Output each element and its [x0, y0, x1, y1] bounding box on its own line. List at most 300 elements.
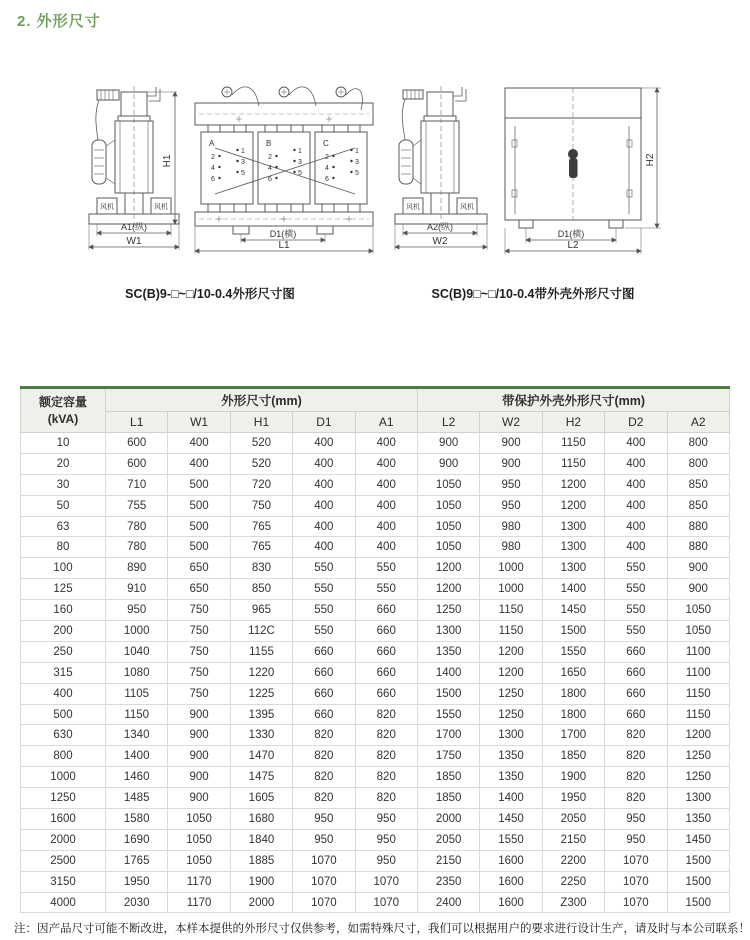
dimension-cell: 900: [168, 725, 230, 746]
dimension-cell: 660: [355, 621, 417, 642]
capacity-cell: 2500: [21, 850, 106, 871]
dimension-cell: 980: [480, 516, 542, 537]
terminal-5: 5: [298, 170, 302, 177]
transformer-body: [421, 121, 459, 193]
dimension-cell: 950: [355, 809, 417, 830]
dimension-cell: 1550: [417, 704, 479, 725]
dimension-cell: 550: [355, 579, 417, 600]
capacity-cell: 10: [21, 433, 106, 454]
dimension-cell: 1550: [480, 829, 542, 850]
dimension-cell: 400: [605, 495, 667, 516]
dimension-cell: 710: [106, 474, 168, 495]
figure-caption-open: SC(B)9-□~□/10-0.4外形尺寸图: [125, 287, 295, 301]
terminal-5: 5: [241, 170, 245, 177]
dimension-cell: 1300: [480, 725, 542, 746]
dimension-cell: 1350: [667, 809, 729, 830]
dimension-cell: 400: [293, 516, 355, 537]
dimension-cell: 950: [293, 809, 355, 830]
dimension-cell: 950: [605, 809, 667, 830]
header-capacity-line2: (kVA): [47, 411, 79, 426]
dimension-cell: 950: [480, 474, 542, 495]
dimension-cell: 1950: [542, 788, 604, 809]
dimension-cell: 2400: [417, 892, 479, 913]
dimension-cell: 600: [106, 453, 168, 474]
figure-enclosure-front-view: [499, 80, 675, 258]
dimension-cell: 1150: [667, 683, 729, 704]
table-row: [21, 767, 730, 788]
table-row: [21, 850, 730, 871]
dimension-cell: 550: [605, 600, 667, 621]
dimension-cell: 900: [168, 788, 230, 809]
phase-label-a: A: [209, 139, 215, 148]
dimension-cell: 112C: [230, 621, 292, 642]
dimension-cell: 1400: [417, 662, 479, 683]
dimension-cell: 500: [168, 495, 230, 516]
dimension-cell: 1460: [106, 767, 168, 788]
dimension-cell: 900: [168, 767, 230, 788]
dimension-cell: 400: [168, 453, 230, 474]
dimension-cell: 1250: [417, 600, 479, 621]
dim-label-a1: A1(纵): [120, 222, 148, 232]
dimension-cell: 820: [355, 704, 417, 725]
header-col-h2: H2: [542, 412, 604, 433]
dimension-cell: 850: [667, 495, 729, 516]
dimension-cell: 1800: [542, 683, 604, 704]
dimension-cell: 1170: [168, 892, 230, 913]
dim-label-h2: H2: [645, 153, 656, 167]
dimension-cell: 1080: [106, 662, 168, 683]
dimension-cell: 950: [355, 850, 417, 871]
terminal-6: 6: [325, 176, 329, 183]
dimension-cell: 910: [106, 579, 168, 600]
capacity-cell: 3150: [21, 871, 106, 892]
dimension-cell: 780: [106, 537, 168, 558]
dimension-cell: 750: [230, 495, 292, 516]
dimension-cell: 950: [106, 600, 168, 621]
dimension-cell: 1395: [230, 704, 292, 725]
dimension-cell: 1475: [230, 767, 292, 788]
dimension-cell: 2200: [542, 850, 604, 871]
dimension-cell: 1040: [106, 641, 168, 662]
terminal-3: 3: [241, 159, 245, 166]
dimension-cell: 755: [106, 495, 168, 516]
phase-label-b: B: [266, 139, 272, 148]
dimension-cell: 800: [667, 433, 729, 454]
dimension-cell: 1885: [230, 850, 292, 871]
terminal-1: 1: [241, 148, 245, 155]
dimension-cell: 400: [605, 474, 667, 495]
dimension-cell: 765: [230, 516, 292, 537]
dim-label-w2: W2: [432, 236, 448, 247]
dim-label-a2: A2(纵): [426, 222, 454, 232]
dimension-cell: 1450: [480, 809, 542, 830]
dimension-cell: 1050: [667, 621, 729, 642]
table-row: [21, 892, 730, 913]
dimension-cell: 950: [605, 829, 667, 850]
dimension-cell: 900: [480, 453, 542, 474]
dimension-cell: 820: [355, 788, 417, 809]
capacity-cell: 20: [21, 453, 106, 474]
table-row: [21, 495, 730, 516]
figure-open-side-view: [85, 80, 183, 258]
dimension-cell: 1765: [106, 850, 168, 871]
dimension-cell: 965: [230, 600, 292, 621]
dimension-cell: 1000: [480, 558, 542, 579]
dimension-cell: 1070: [355, 871, 417, 892]
dimension-cell: 950: [293, 829, 355, 850]
hv-coil: [92, 140, 106, 184]
dim-label-l2: L2: [567, 240, 579, 251]
dimension-cell: 500: [168, 474, 230, 495]
dimension-cell: 1340: [106, 725, 168, 746]
dimension-cell: 600: [106, 433, 168, 454]
table-row: [21, 537, 730, 558]
dimension-cell: 400: [293, 495, 355, 516]
terminal-2: 2: [325, 154, 329, 161]
terminal-4: 4: [268, 165, 272, 172]
hv-coil: [399, 140, 413, 184]
dimension-cell: 400: [605, 537, 667, 558]
dimension-cell: 1400: [542, 579, 604, 600]
dimension-cell: 1250: [667, 746, 729, 767]
top-cap: [427, 92, 453, 116]
dimension-cell: 880: [667, 537, 729, 558]
dimension-cell: 1600: [480, 892, 542, 913]
dimension-cell: 900: [417, 453, 479, 474]
dimension-cell: 660: [355, 662, 417, 683]
terminal-4: 4: [211, 165, 215, 172]
dimension-cell: 1250: [667, 767, 729, 788]
jumper-cable: [346, 89, 362, 110]
dimension-cell: 1650: [542, 662, 604, 683]
dimension-cell: 400: [293, 433, 355, 454]
header-col-w2: W2: [480, 412, 542, 433]
dimension-cell: 1550: [542, 641, 604, 662]
dimension-cell: 550: [605, 579, 667, 600]
dimension-cell: 2150: [542, 829, 604, 850]
table-row: [21, 871, 730, 892]
foot: [233, 226, 249, 234]
capacity-cell: 315: [21, 662, 106, 683]
dimension-cell: 1600: [480, 850, 542, 871]
dimension-cell: 820: [355, 725, 417, 746]
figure-open-front-view: [189, 80, 379, 258]
dimension-cell: 900: [168, 746, 230, 767]
dimension-cell: 820: [293, 725, 355, 746]
dimension-cell: 820: [355, 767, 417, 788]
dimension-cell: 1050: [417, 537, 479, 558]
dimension-cell: 1330: [230, 725, 292, 746]
header-col-d2: D2: [605, 412, 667, 433]
dimension-cell: 1200: [542, 474, 604, 495]
capacity-cell: 1600: [21, 809, 106, 830]
dimension-cell: 1170: [168, 871, 230, 892]
terminal-4: 4: [325, 165, 329, 172]
dimension-cell: 2150: [417, 850, 479, 871]
dimension-cell: 1700: [417, 725, 479, 746]
dimension-cell: 1300: [542, 558, 604, 579]
table-row: [21, 433, 730, 454]
dimension-cell: 1000: [106, 621, 168, 642]
dim-label-l1: L1: [278, 240, 290, 251]
dimension-cell: 1200: [417, 579, 479, 600]
dimension-cell: 400: [355, 453, 417, 474]
figures-row: [85, 80, 675, 258]
foot: [609, 220, 623, 228]
dimension-cell: 820: [605, 746, 667, 767]
dimension-cell: 400: [355, 495, 417, 516]
dimension-cell: 900: [667, 558, 729, 579]
dimension-cell: 660: [605, 662, 667, 683]
dimension-cell: 1485: [106, 788, 168, 809]
dimension-cell: 850: [230, 579, 292, 600]
header-group-enclosed: 带保护外壳外形尺寸(mm): [417, 388, 729, 412]
table-row: [21, 809, 730, 830]
dimension-cell: 1500: [417, 683, 479, 704]
dimension-cell: 400: [355, 474, 417, 495]
dimension-cell: 820: [293, 746, 355, 767]
dimension-cell: 890: [106, 558, 168, 579]
table-row: [21, 558, 730, 579]
bushing-coil: [97, 90, 119, 100]
header-group-open: 外形尺寸(mm): [106, 388, 418, 412]
dimension-cell: 1200: [542, 495, 604, 516]
dimension-cell: 900: [417, 433, 479, 454]
dimension-cell: 820: [605, 788, 667, 809]
figure-caption-enclosed: SC(B)9□~□/10-0.4带外壳外形尺寸图: [431, 287, 635, 301]
terminal-6: 6: [211, 176, 215, 183]
dimension-cell: 1690: [106, 829, 168, 850]
dimension-cell: 2050: [542, 809, 604, 830]
dimension-cell: 550: [355, 558, 417, 579]
dimension-cell: 550: [293, 558, 355, 579]
dimension-cell: 900: [480, 433, 542, 454]
dimension-cell: 1500: [667, 871, 729, 892]
page-title: 2. 外形尺寸: [17, 13, 101, 30]
dimension-cell: 400: [293, 474, 355, 495]
fan-label: 风机: [406, 204, 420, 211]
dimension-cell: 1250: [480, 683, 542, 704]
dimension-cell: 1150: [480, 600, 542, 621]
dimension-cell: 2030: [106, 892, 168, 913]
capacity-cell: 50: [21, 495, 106, 516]
header-col-a1: A1: [355, 412, 417, 433]
table-row: [21, 641, 730, 662]
dimension-cell: 1950: [106, 871, 168, 892]
dimension-cell: 1200: [480, 662, 542, 683]
dimension-cell: 780: [106, 516, 168, 537]
dimension-cell: 1250: [480, 704, 542, 725]
dimension-cell: 1580: [106, 809, 168, 830]
dimension-cell: 660: [293, 704, 355, 725]
dimension-cell: 1500: [667, 892, 729, 913]
capacity-cell: 4000: [21, 892, 106, 913]
dimension-cell: Z300: [542, 892, 604, 913]
dimension-cell: 2250: [542, 871, 604, 892]
dimension-cell: 1150: [106, 704, 168, 725]
dimension-cell: 900: [168, 704, 230, 725]
dimension-cell: 660: [605, 704, 667, 725]
footer-note: 注：因产品尺寸可能不断改进，本样本提供的外形尺寸仅供参考，如需特殊尺寸，我们可以根据用户的要求进行设计生产，请及时与本公司联系！: [14, 923, 750, 935]
dimension-cell: 650: [168, 558, 230, 579]
terminal-3: 3: [298, 159, 302, 166]
capacity-cell: 1000: [21, 767, 106, 788]
dimension-cell: 1070: [355, 892, 417, 913]
dimension-cell: 1700: [542, 725, 604, 746]
table-row: [21, 829, 730, 850]
dimension-cell: 1600: [480, 871, 542, 892]
dimension-cell: 1400: [480, 788, 542, 809]
header-col-l1: L1: [106, 412, 168, 433]
capacity-cell: 160: [21, 600, 106, 621]
dimension-cell: 1850: [417, 767, 479, 788]
header-col-w1: W1: [168, 412, 230, 433]
dimension-cell: 400: [293, 537, 355, 558]
dimension-cell: 1750: [417, 746, 479, 767]
dimension-cell: 1155: [230, 641, 292, 662]
table-row: [21, 600, 730, 621]
dim-label-w1: W1: [126, 236, 142, 247]
dimension-cell: 980: [480, 537, 542, 558]
dimension-cell: 660: [293, 683, 355, 704]
dimension-cell: 500: [168, 516, 230, 537]
terminal-3: 3: [355, 159, 359, 166]
table-row: [21, 725, 730, 746]
dim-label-h1: H1: [162, 154, 173, 168]
bushing-coil: [403, 90, 423, 99]
capacity-cell: 100: [21, 558, 106, 579]
terminal-1: 1: [298, 148, 302, 155]
fan-label: 风机: [100, 204, 114, 211]
dimension-cell: 1450: [667, 829, 729, 850]
capacity-cell: 250: [21, 641, 106, 662]
dimension-cell: 1800: [542, 704, 604, 725]
dimension-cell: 2000: [230, 892, 292, 913]
dimension-cell: 550: [293, 621, 355, 642]
dimension-cell: 820: [293, 767, 355, 788]
dimension-cell: 550: [605, 558, 667, 579]
dim-label-d1: D1(横): [269, 229, 297, 239]
dimension-cell: 1200: [667, 725, 729, 746]
dimension-cell: 1050: [417, 516, 479, 537]
terminal-1: 1: [355, 148, 359, 155]
dimension-cell: 750: [168, 621, 230, 642]
dimension-cell: 1150: [667, 704, 729, 725]
dimension-cell: 650: [168, 579, 230, 600]
phase-label-c: C: [323, 139, 329, 148]
dimension-cell: 750: [168, 600, 230, 621]
table-row: [21, 516, 730, 537]
dimensions-table: [20, 386, 730, 913]
dimension-cell: 1070: [605, 892, 667, 913]
dimension-cell: 1105: [106, 683, 168, 704]
dimension-cell: 1070: [605, 871, 667, 892]
dimension-cell: 1050: [168, 809, 230, 830]
capacity-cell: 63: [21, 516, 106, 537]
terminal-6: 6: [268, 176, 272, 183]
dimension-cell: 1050: [417, 495, 479, 516]
dimension-cell: 2000: [417, 809, 479, 830]
dimension-cell: 1605: [230, 788, 292, 809]
dimension-cell: 830: [230, 558, 292, 579]
dimension-cell: 800: [667, 453, 729, 474]
dimension-cell: 660: [355, 600, 417, 621]
capacity-cell: 125: [21, 579, 106, 600]
dim-label-d1-enclosure: D1(横): [557, 229, 585, 239]
capacity-cell: 200: [21, 621, 106, 642]
dimension-cell: 1200: [480, 641, 542, 662]
dimension-cell: 1225: [230, 683, 292, 704]
capacity-cell: 2000: [21, 829, 106, 850]
terminal-2: 2: [211, 154, 215, 161]
pedestal: [431, 193, 449, 214]
header-capacity-line1: 额定容量: [38, 395, 87, 410]
dimension-cell: 400: [355, 537, 417, 558]
dimension-cell: 1070: [293, 892, 355, 913]
dimension-cell: 1200: [417, 558, 479, 579]
terminal-2: 2: [268, 154, 272, 161]
fan-label: 风机: [154, 204, 168, 211]
header-col-h1: H1: [230, 412, 292, 433]
dimension-cell: 660: [355, 683, 417, 704]
dimension-cell: 1900: [230, 871, 292, 892]
header-col-l2: L2: [417, 412, 479, 433]
dimension-cell: 400: [605, 516, 667, 537]
dimension-cell: 400: [293, 453, 355, 474]
dimension-cell: 660: [605, 683, 667, 704]
dimension-cell: 750: [168, 683, 230, 704]
table-row: [21, 453, 730, 474]
table-row: [21, 788, 730, 809]
dimension-cell: 660: [293, 641, 355, 662]
header-col-a2: A2: [667, 412, 729, 433]
capacity-cell: 400: [21, 683, 106, 704]
dimension-cell: 1070: [293, 850, 355, 871]
dimension-cell: 820: [605, 767, 667, 788]
dimension-cell: 1300: [542, 516, 604, 537]
capacity-cell: 500: [21, 704, 106, 725]
dimension-cell: 820: [605, 725, 667, 746]
table-row: [21, 474, 730, 495]
dimension-cell: 1000: [480, 579, 542, 600]
capacity-cell: 80: [21, 537, 106, 558]
dimension-cell: 850: [667, 474, 729, 495]
dimension-cell: 1300: [667, 788, 729, 809]
dimension-cell: 1220: [230, 662, 292, 683]
dimension-cell: 1350: [417, 641, 479, 662]
terminal-5: 5: [355, 170, 359, 177]
dimension-cell: 1050: [168, 829, 230, 850]
foot: [317, 226, 333, 234]
dimension-cell: 1850: [417, 788, 479, 809]
dimension-cell: 1300: [542, 537, 604, 558]
table-row: [21, 704, 730, 725]
dimension-cell: 400: [168, 433, 230, 454]
dimension-cell: 1100: [667, 662, 729, 683]
dimension-cell: 660: [355, 641, 417, 662]
dimension-cell: 1050: [168, 850, 230, 871]
dimension-cell: 520: [230, 453, 292, 474]
table-row: [21, 662, 730, 683]
dimension-cell: 1070: [605, 850, 667, 871]
dimension-cell: 820: [355, 746, 417, 767]
door-handle: [568, 149, 578, 178]
dimension-cell: 900: [667, 579, 729, 600]
capacity-cell: 630: [21, 725, 106, 746]
dimension-cell: 1680: [230, 809, 292, 830]
dimension-cell: 720: [230, 474, 292, 495]
foot: [519, 220, 533, 228]
